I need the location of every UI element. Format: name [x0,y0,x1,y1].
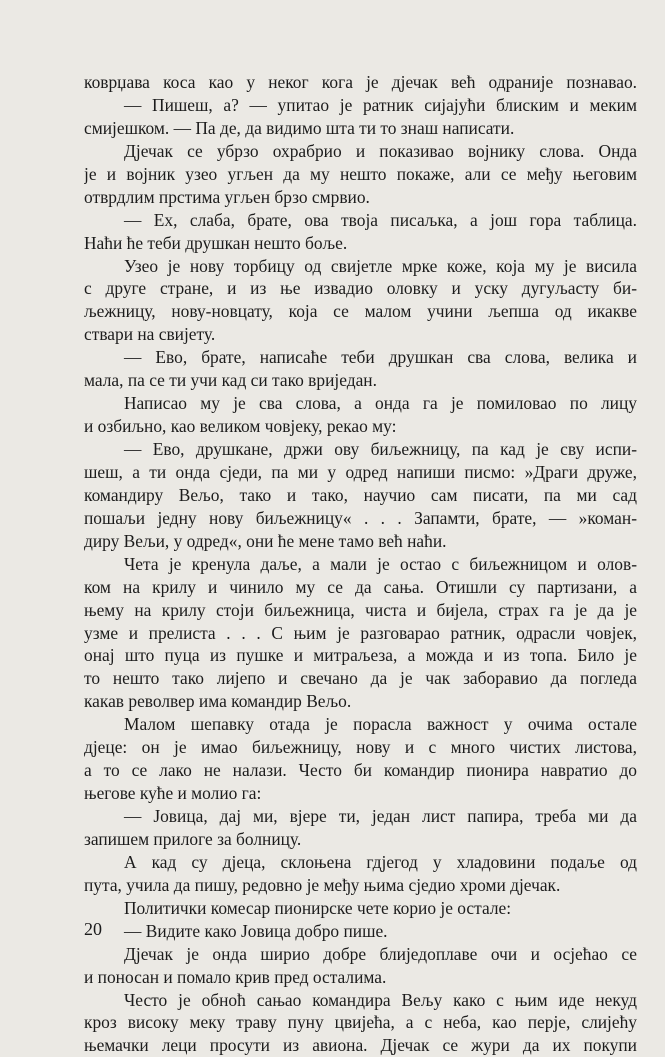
text-line: љежницу, нову-новцату, која се малом учини љепша од икакве [84,301,637,322]
text-line: коврџава коса као у неког кога је дјечак већ одраније познавао. [84,72,637,92]
text-line: то нешто тако лијепо и свечано да је чак заборавио да погледа [84,668,637,689]
text-line: Малом шепавку отада је порасла важност у очима остале [124,714,637,735]
text-line: ствари на свијету. [84,324,216,345]
text-line: какав револвер има командир Вељо. [84,691,352,712]
text-line: онај што пуца из пушке и митраљеза, а можда и из топа. Било је [84,645,637,666]
text-line: његове куће и молио га: [84,783,262,804]
text-line: — Пишеш, а? — упитао је ратник сијајући блиским и меким [124,94,637,115]
text-line: запишем прилоге за болницу. [84,828,302,849]
text-line: диру Вељи, у одред«, они ће мене тамо већ наћи. [84,530,447,551]
text-line: пута, учила да пишу, редовно је међу њима сједио хроми дјечак. [84,874,561,895]
text-line: отврдлим прстима угљен брзо смрвио. [84,186,370,207]
text-line: Узео је нову торбицу од свијетле мрке коже, која му је висила [124,255,637,276]
text-line: А кад су дјеца, склоњена гдјегод у хладовини подаље од [124,851,637,872]
text-line: и поносан и помало крив пред осталима. [84,966,387,987]
text-line: дјеце: он је имао биљежницу, нову и с много чистих листова, [84,737,637,758]
page-text [84,71,637,1057]
text-line: Политички комесар пионирске чете корио је остале: [124,897,512,918]
text-line: Наћи ће теби друшкан нешто боље. [84,232,348,253]
text-line: Дјечак је онда ширио добре блиједоплаве очи и осјећао се [124,943,637,964]
text-line: је и војник узео угљен да му нешто покаже, али се међу његовим [84,163,637,184]
text-line: смијешком. — Па де, да видимо шта ти то знаш написати. [84,117,515,138]
page-number: 20 [84,919,102,939]
text-line: ком на крилу и чинило му се да сања. Отишли су партизани, а [84,576,637,597]
text-line: узме и прелиста . . . С њим је разговарао ратник, одрасли човјек, [84,622,637,643]
text-line: — Ех, слаба, брате, ова твоја писаљка, а још гора таблица. [124,209,637,230]
text-line: — Јовица, дај ми, вјере ти, један лист папира, треба ми да [124,806,637,826]
text-line: мала, па се ти учи кад си тако вриједан. [84,370,377,391]
text-line: шеш, а ти онда сједи, па ми у одред напиши писмо: »Драги друже, [84,461,637,482]
text-line: — Ево, друшкане, држи ову биљежницу, па кад је сву испи- [124,439,637,459]
text-line: Чета је кренула даље, а мали је остао с биљежницом и олов- [124,553,637,574]
text-line: њему на крилу стоји биљежница, чиста и бијела, страх га је да је [84,599,637,620]
text-line: — Видите како Јовица добро пише. [124,920,388,941]
text-line: и озбиљно, као великом човјеку, рекао му: [84,416,397,437]
text-line: с друге стране, и из ње извадио оловку и уску дугуљасту би- [84,278,637,299]
text-line: а то се лако не налази. Често би командир пионира навратио до [84,760,637,781]
text-line: Често је обноћ сањао командира Вељу како с њим иде некуд [124,989,637,1010]
text-line: њемачки леци просути из авиона. Дјечак се жури да их покупи [84,1035,637,1056]
text-line: кроз високу меку траву пуну цвијећа, а с неба, као перје, слијећу [84,1012,637,1033]
text-line: Написао му је сва слова, а онда га је помиловао по лицу [124,393,637,414]
text-line: Дјечак се убрзо охрабрио и показивао војнику слова. Онда [124,140,637,161]
text-line: — Ево, брате, написаће теби друшкан сва слова, велика и [124,347,637,368]
text-line: командиру Вељо, тако и тако, научио сам писати, па ми сад [84,484,637,505]
text-line: пошаљи једну нову биљежницу« . . . Запамти, брате, — »коман- [84,507,637,528]
